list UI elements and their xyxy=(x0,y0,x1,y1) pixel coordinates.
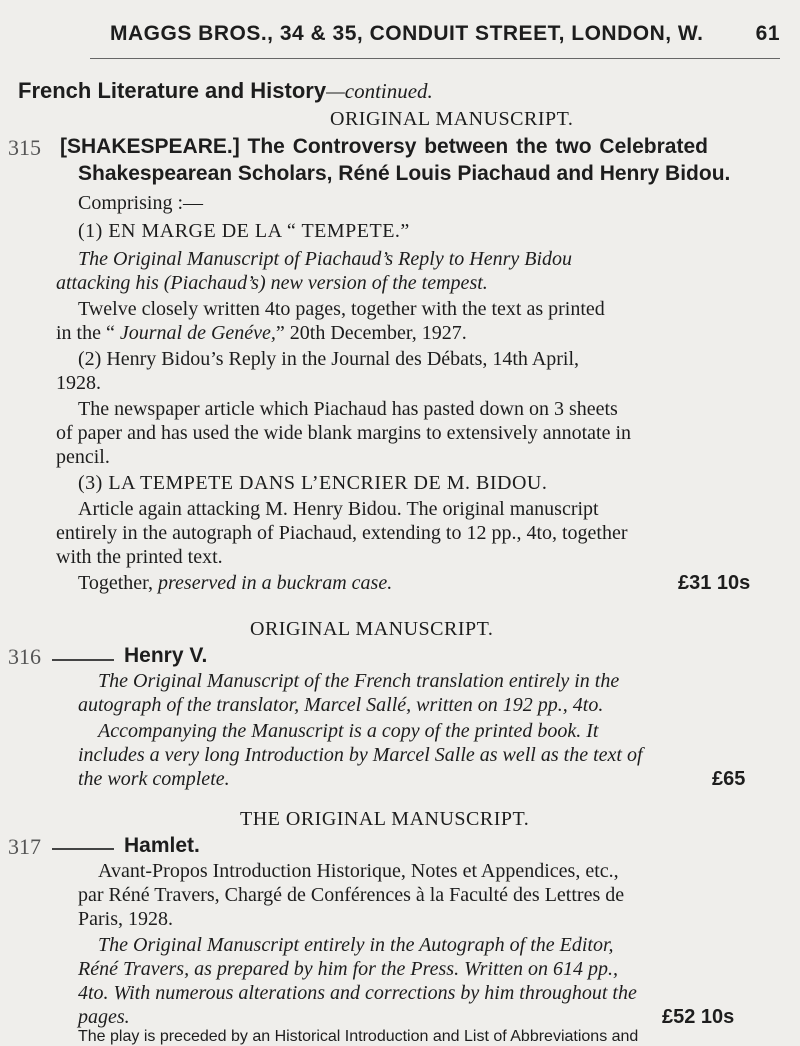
lot-315-item1-title: (1) EN MARGE DE LA “ TEMPETE.” xyxy=(78,220,410,242)
lot-315-item3-title: (3) LA TEMPETE DANS L’ENCRIER DE M. BIDOU. xyxy=(78,472,548,494)
lot-315-item2-b: 1928. xyxy=(56,372,101,394)
lot-317-dash xyxy=(52,848,114,850)
lot-315-item1-desc-b: attacking his (Piachaud’s) new version of the tempest. xyxy=(56,272,488,294)
lot-316-number: 316 xyxy=(8,644,41,669)
lot-317-desc-b: Réné Travers, as prepared by him for the Press. Written on 614 pp., xyxy=(78,958,618,980)
lot-315-item3-c: with the printed text. xyxy=(56,546,223,568)
section-title: French Literature and History—continued. xyxy=(18,78,433,103)
lot-315-item2-e: pencil. xyxy=(56,446,110,468)
lot-317-text-c: Paris, 1928. xyxy=(78,908,173,930)
lot-316-price: £65 xyxy=(712,768,746,790)
lot-316-dash xyxy=(52,659,114,661)
lot-315-item3-b: entirely in the autograph of Piachaud, extending to 12 pp., 4to, together xyxy=(56,522,628,544)
lot-317-number: 317 xyxy=(8,834,41,859)
lot-316-heading: ORIGINAL MANUSCRIPT. xyxy=(250,618,494,640)
lot-315-price: £31 10s xyxy=(678,572,751,594)
lot-315-item2-a: (2) Henry Bidou’s Reply in the Journal des Débats, 14th April, xyxy=(78,348,580,370)
lot-317-text-a: Avant-Propos Introduction Historique, Notes et Appendices, etc., xyxy=(98,860,619,882)
lot-315-comprising: Comprising :— xyxy=(78,192,204,214)
lot-317-note-a: The play is preceded by an Historical Introduction and List of Abbreviations and xyxy=(78,1028,639,1045)
lot-316-desc-d: includes a very long Introduction by Marcel Salle as well as the text of xyxy=(78,744,643,766)
lot-315-item1-text-b: in the “ Journal de Genéve,” 20th December, 1927. xyxy=(56,322,467,344)
page-number: 61 xyxy=(755,22,780,45)
lot-315-item2-c: The newspaper article which Piachaud has pasted down on 3 sheets xyxy=(78,398,618,420)
lot-315-title-b: Shakespearean Scholars, Réné Louis Piachaud and Henry Bidou. xyxy=(78,162,731,185)
lot-316-desc-c: Accompanying the Manuscript is a copy of the printed book. It xyxy=(98,720,599,742)
lot-315-item1-text-a: Twelve closely written 4to pages, together with the text as printed xyxy=(78,298,605,320)
lot-317-desc-a: The Original Manuscript entirely in the Autograph of the Editor, xyxy=(98,934,614,956)
lot-316-desc-a: The Original Manuscript of the French translation entirely in the xyxy=(98,670,620,692)
lot-315-item3-a: Article again attacking M. Henry Bidou. The original manuscript xyxy=(78,498,599,520)
lot-317-desc-d: pages. xyxy=(78,1006,130,1028)
lot-315-number: 315 xyxy=(8,135,41,160)
lot-317-text-b: par Réné Travers, Chargé de Conférences à la Faculté des Lettres de xyxy=(78,884,625,906)
lot-316-desc-e: the work complete. xyxy=(78,768,230,790)
lot-316-title: Henry V. xyxy=(124,644,208,667)
lot-315-item1-desc-a: The Original Manuscript of Piachaud’s Reply to Henry Bidou xyxy=(78,248,573,270)
page-header xyxy=(110,22,780,46)
header-rule xyxy=(90,58,780,59)
lot-315-title-a: [SHAKESPEARE.] The Controversy between the two Celebrated xyxy=(60,135,708,158)
lot-316-desc-b: autograph of the translator, Marcel Sallé, written on 192 pp., 4to. xyxy=(78,694,604,716)
lot-315-together: Together, preserved in a buckram case. xyxy=(78,572,393,594)
lot-317-heading: THE ORIGINAL MANUSCRIPT. xyxy=(240,808,530,830)
continued-label: —continued. xyxy=(326,79,433,103)
lot-317-price: £52 10s xyxy=(662,1006,735,1028)
lot-315-item2-d: of paper and has used the wide blank margins to extensively annotate in xyxy=(56,422,632,444)
lot-317-desc-c: 4to. With numerous alterations and corrections by him throughout the xyxy=(78,982,637,1004)
lot-315-heading: ORIGINAL MANUSCRIPT. xyxy=(330,108,574,130)
publisher-line: MAGGS BROS., 34 & 35, CONDUIT STREET, LONDON, W. xyxy=(110,22,704,45)
lot-317-title: Hamlet. xyxy=(124,834,200,857)
